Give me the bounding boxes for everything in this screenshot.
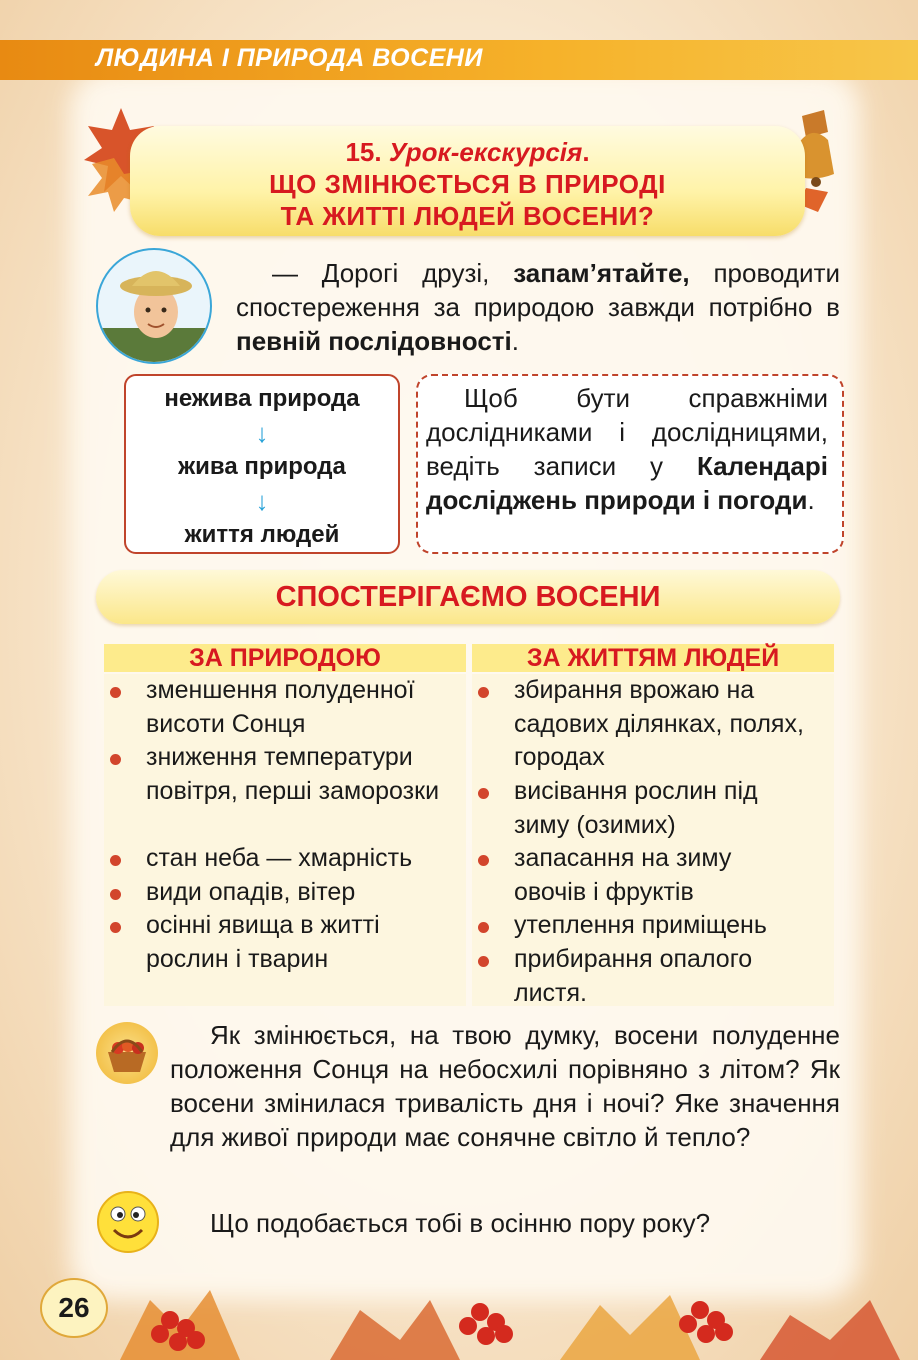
list-item: осінні явища в житті рослин і тварин: [146, 911, 380, 973]
list-item: висівання рослин під зиму (озимих): [514, 777, 758, 839]
note-paragraph: Щоб бути справжніми дослідниками і дослідницями, ведіть записи у Календарі досліджень природи і погоди.: [426, 383, 828, 515]
guide-character-icon: [98, 250, 210, 362]
list-item: утеплення приміщень: [514, 911, 767, 939]
sequence-item: жива природа: [178, 453, 346, 480]
sequence-item: життя людей: [184, 521, 340, 548]
observe-banner: СПОСТЕРІГАЄМО ВОСЕНИ: [96, 570, 840, 624]
bullet-icon: [478, 788, 489, 799]
lesson-title-line2: ТА ЖИТТІ ЛЮДЕЙ ВОСЕНИ?: [280, 201, 655, 231]
basket-icon: [96, 1022, 158, 1084]
reflection-question: Що подобається тобі в осінню пору року?: [210, 1208, 711, 1238]
arrow-down-icon: ↓: [255, 418, 269, 448]
intro-paragraph: — Дорогі друзі, запам’ятайте, проводити спостереження за природою завжди потрібно в певній послідовності.: [236, 258, 841, 356]
observation-sequence: [124, 374, 400, 554]
sequence-item: нежива природа: [164, 385, 360, 412]
lesson-heading: 15. Урок-екскурсія.: [345, 137, 590, 167]
list-item: збирання врожаю на садових ділянках, полях, городах: [514, 676, 804, 772]
bullet-icon: [478, 687, 489, 698]
list-item: зниження температури повітря, перші заморозки: [146, 743, 440, 805]
list-item: стан неба — хмарність: [146, 844, 413, 872]
page-number: 26: [40, 1278, 108, 1338]
bullet-icon: [110, 889, 121, 900]
bullet-icon: [110, 754, 121, 765]
lesson-title-box: [130, 126, 805, 236]
nature-column-header: ЗА ПРИРОДОЮ: [104, 644, 466, 672]
list-item: прибирання опалого листя.: [514, 945, 753, 1007]
lesson-type: Урок-екскурсія: [388, 137, 583, 167]
section-title: ЛЮДИНА І ПРИРОДА ВОСЕНИ: [96, 44, 483, 72]
lesson-title-line1: ЩО ЗМІНЮЄТЬСЯ В ПРИРОДІ: [269, 169, 666, 199]
bullet-icon: [478, 855, 489, 866]
list-item: види опадів, вітер: [146, 878, 356, 906]
bullet-icon: [110, 855, 121, 866]
people-column-header: ЗА ЖИТТЯМ ЛЮДЕЙ: [472, 644, 834, 672]
smiley-icon: [96, 1190, 160, 1254]
bullet-icon: [478, 922, 489, 933]
bullet-icon: [478, 956, 489, 967]
arrow-down-icon: ↓: [255, 486, 269, 516]
list-item: зменшення полуденної висоти Сонця: [146, 676, 415, 738]
list-item: запасання на зиму овочів і фруктів: [514, 844, 732, 906]
question-paragraph: Як змінюється, на твою думку, восени полуденне положення Сонця на небосхилі порівняно з літом? Як восени змінилася тривалість дня і ночі? Яке значення для живої природи має сонячне світло й тепло?: [170, 1020, 840, 1152]
bullet-icon: [110, 687, 121, 698]
rowan-berries-icon: [0, 1270, 918, 1360]
avatar: [96, 248, 212, 364]
bullet-icon: [110, 922, 121, 933]
